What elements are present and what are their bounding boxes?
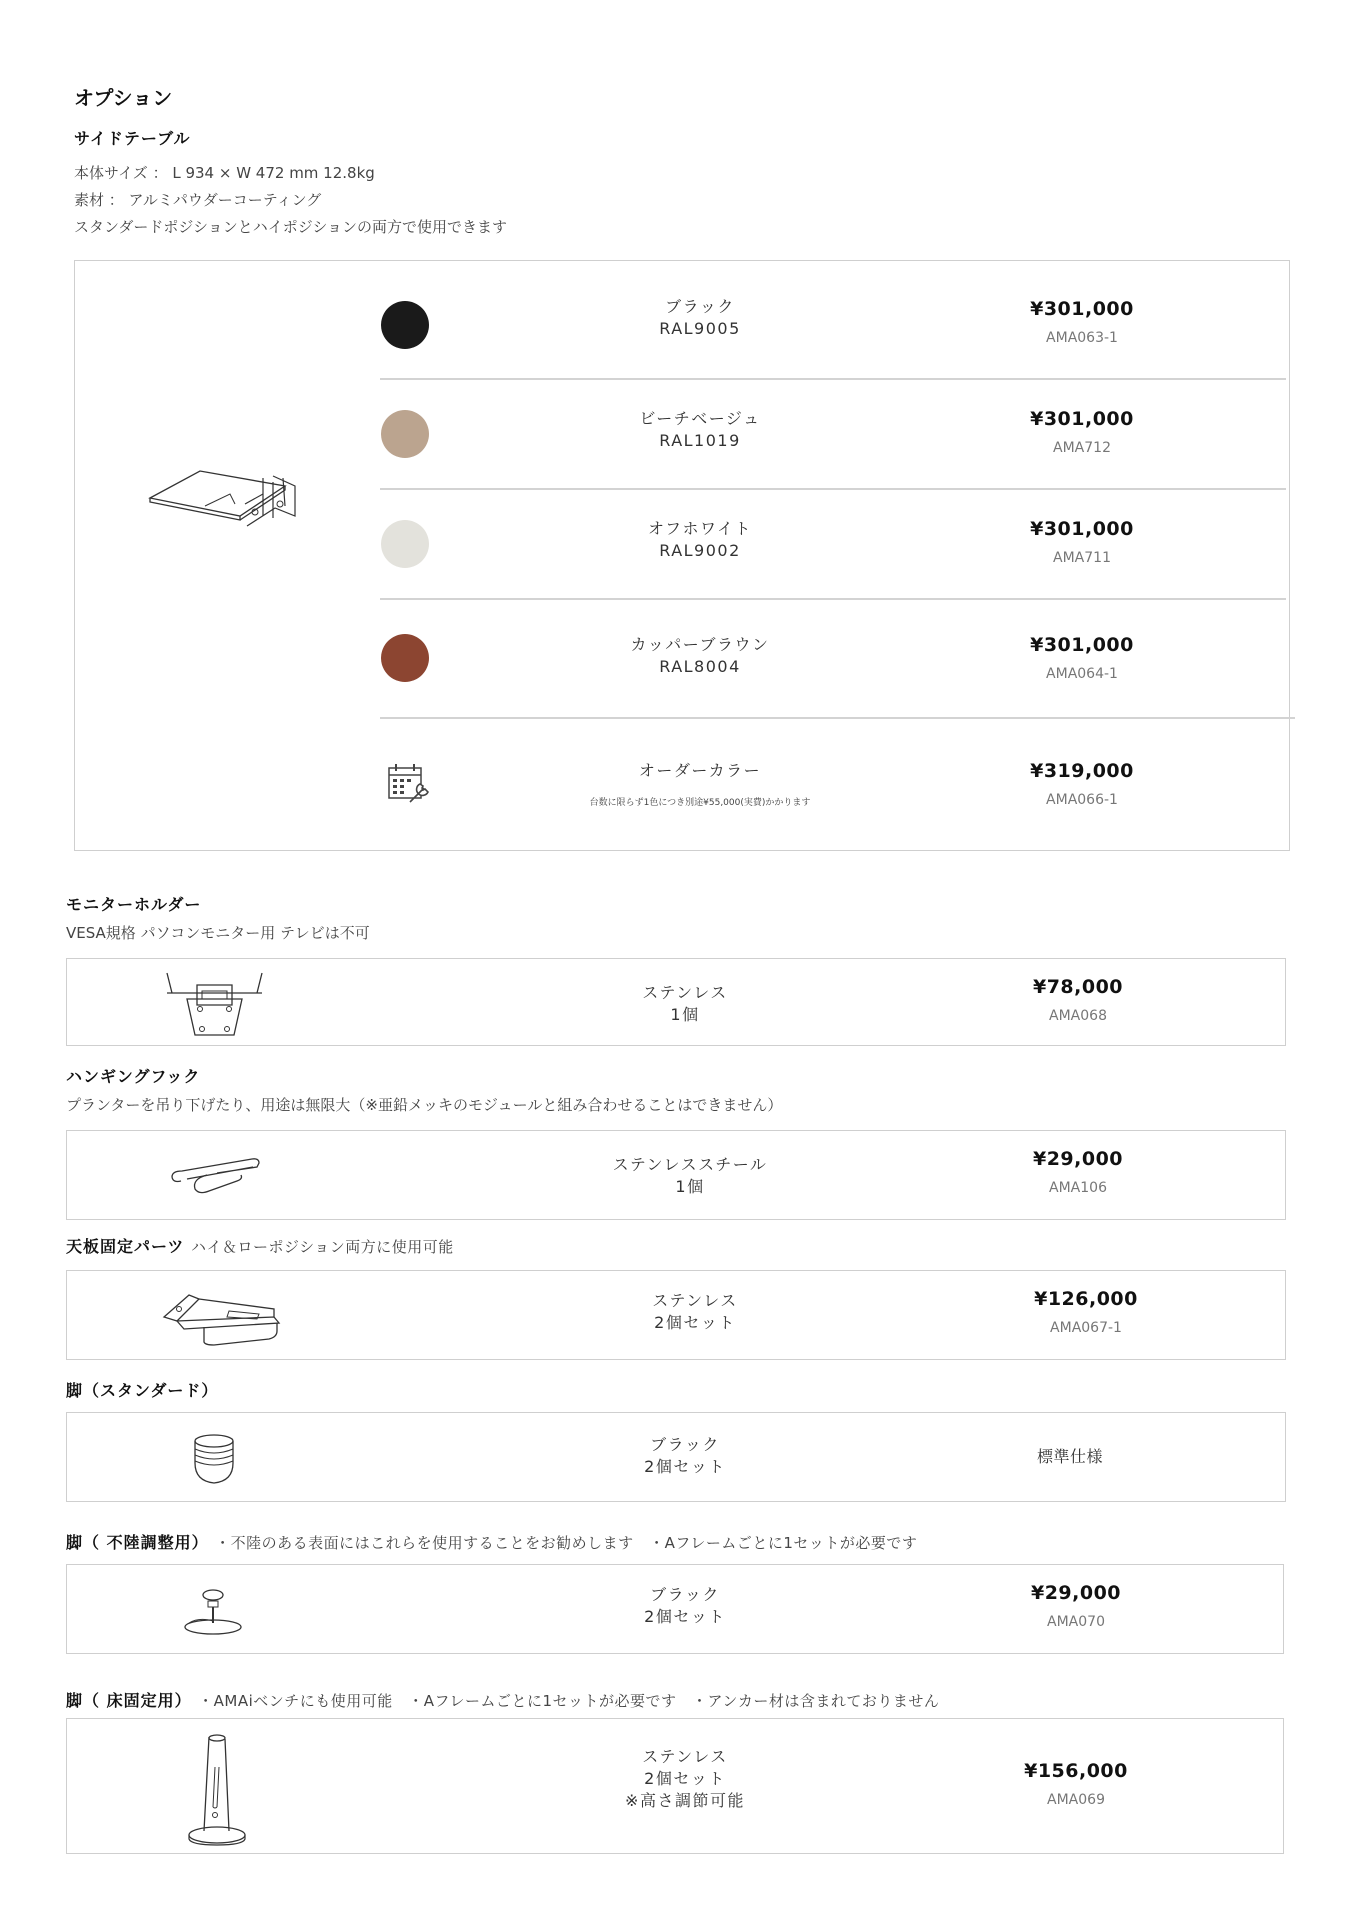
leg-floor-qty: 2個セット [644,1769,726,1788]
monitor-holder-material: ステンレス [642,983,728,1002]
leg-floor-material: ステンレス [642,1747,728,1766]
leg-uneven-desc: ・不陸のある表面にはこれらを使用することをお勧めします ・Aフレームごとに1セットが必要です [215,1534,918,1552]
monitor-holder-code: AMA068 [1049,1008,1107,1024]
variant-ral: RAL1019 [659,431,741,450]
calendar-wrench-icon [386,762,438,806]
variant-ral: RAL9005 [659,319,741,338]
variant-price: ¥301,000 [1030,518,1134,540]
leg-standard-color: ブラック [650,1435,720,1454]
row-divider [380,378,1286,380]
leg-standard-qty: 2個セット [644,1457,726,1476]
side-table-title: サイドテーブル [74,129,191,148]
variant-code: AMA063-1 [1046,330,1118,346]
hanging-hook-material: ステンレススチール [612,1155,768,1174]
variant-name: オフホワイト [647,519,753,538]
hanging-hook-code: AMA106 [1049,1180,1107,1196]
top-fixing-desc: ハイ＆ローポジション両方に使用可能 [190,1238,454,1256]
row-divider [380,488,1286,490]
leg-uneven-qty: 2個セット [644,1607,726,1626]
hanging-hook-illustration [167,1149,267,1205]
leg-floor-price: ¥156,000 [1024,1760,1128,1782]
monitor-holder-title: モニターホルダー [66,895,202,914]
variant-name: ブラック [665,297,735,316]
leg-standard-title: 脚（スタンダード） [66,1381,219,1400]
variant-name: カッパーブラウン [630,635,770,654]
top-fixing-title [66,1234,454,1257]
monitor-holder-desc: VESA規格 パソコンモニター用 テレビは不可 [66,924,370,942]
top-fixing-qty: 2個セット [654,1313,736,1332]
leg-uneven-illustration [179,1583,249,1639]
leg-uneven-title-text: 脚（ 不陸調整用） [66,1533,209,1552]
hanging-hook-price: ¥29,000 [1032,1148,1124,1170]
leg-uneven-code: AMA070 [1047,1614,1105,1630]
top-fixing-illustration [159,1287,289,1349]
leg-uneven-title [66,1530,917,1553]
leg-standard-illustration [191,1433,237,1485]
monitor-holder-qty: 1個 [670,1005,700,1024]
order-color-name: オーダーカラー [638,761,762,780]
variant-price: ¥301,000 [1030,408,1134,430]
leg-floor-title [66,1688,939,1711]
leg-uneven-price: ¥29,000 [1030,1582,1122,1604]
side-table-illustration [145,446,305,541]
variant-ral: RAL8004 [659,657,741,676]
page-title: オプション [74,86,173,110]
variant-price: ¥301,000 [1030,298,1134,320]
side-table-spec-size: 本体サイズ ： L 934 × W 472 mm 12.8kg [74,164,375,182]
side-table-spec-usage: スタンダードポジションとハイポジションの両方で使用できます [74,218,508,236]
row-divider [380,598,1286,600]
variant-price: ¥301,000 [1030,634,1134,656]
leg-floor-illustration [179,1727,259,1851]
order-color-code: AMA066-1 [1046,792,1118,808]
top-fixing-price: ¥126,000 [1034,1288,1138,1310]
variant-code: AMA712 [1053,440,1111,456]
top-fixing-material: ステンレス [652,1291,738,1310]
leg-floor-desc: ・AMAiベンチにも使用可能 ・Aフレームごとに1セットが必要です ・アンカー材は含まれておりません [198,1692,940,1710]
side-table-spec-material: 素材 ： アルミパウダーコーティング [74,191,322,209]
leg-floor-code: AMA069 [1047,1792,1105,1808]
hanging-hook-title: ハンギングフック [66,1067,201,1086]
leg-floor-note: ※高さ調節可能 [625,1791,745,1810]
color-swatch-black [381,301,429,349]
variant-ral: RAL9002 [659,541,741,560]
monitor-holder-price: ¥78,000 [1032,976,1124,998]
color-swatch-beach-beige [381,410,429,458]
top-fixing-title-text: 天板固定パーツ [66,1237,185,1256]
order-color-note: 台数に限らず1色につき別途¥55,000(実費)かかります [589,798,811,808]
top-fixing-code: AMA067-1 [1050,1320,1122,1336]
variant-code: AMA064-1 [1046,666,1118,682]
leg-floor-title-text: 脚（ 床固定用） [66,1691,192,1710]
variant-name: ビーチベージュ [639,409,761,428]
row-divider [380,717,1295,719]
variant-code: AMA711 [1053,550,1111,566]
leg-uneven-color: ブラック [650,1585,720,1604]
hanging-hook-desc: プランターを吊り下げたり、用途は無限大（※亜鉛メッキのモジュールと組み合わせることはできません） [66,1096,783,1114]
hanging-hook-qty: 1個 [675,1177,705,1196]
order-color-price: ¥319,000 [1030,760,1134,782]
color-swatch-off-white [381,520,429,568]
leg-standard-status: 標準仕様 [1036,1447,1103,1466]
monitor-holder-illustration [162,965,272,1043]
color-swatch-copper-brown [381,634,429,682]
